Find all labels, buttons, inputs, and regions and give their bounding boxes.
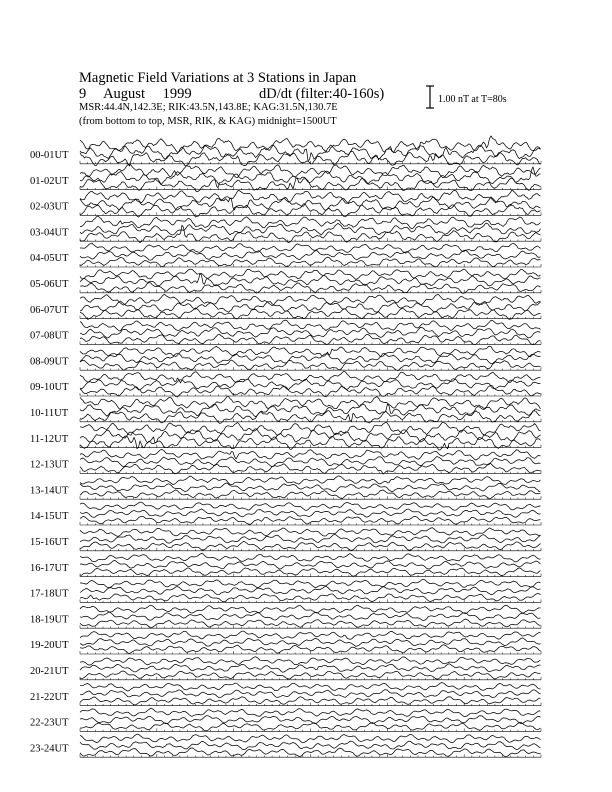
trace-rik — [80, 197, 541, 210]
panel-label: 04-05UT — [30, 253, 69, 265]
panel-label: 08-09UT — [30, 356, 69, 368]
trace-kag — [80, 216, 541, 229]
trace-rik — [80, 327, 541, 338]
scale-bar-label: 1.00 nT at T=80s — [438, 94, 507, 105]
trace-kag — [80, 269, 541, 279]
panel-label: 01-02UT — [30, 175, 69, 187]
panel-label: 02-03UT — [30, 201, 69, 213]
trace-rik — [80, 509, 541, 517]
trace-kag — [80, 371, 541, 383]
trace-kag — [80, 631, 541, 639]
panel-label: 20-21UT — [30, 666, 69, 677]
panel-label: 12-13UT — [30, 459, 69, 471]
trace-rik — [80, 690, 541, 698]
trace-kag — [80, 136, 541, 153]
panel-label: 07-08UT — [30, 330, 69, 342]
trace-rik — [80, 716, 541, 724]
trace-rik — [80, 612, 541, 620]
trace-order-note: (from bottom to top, MSR, RIK, & KAG) midnight=1500UT — [79, 116, 337, 127]
trace-rik — [80, 250, 541, 260]
station-coordinates: MSR:44.4N,142.3E; RIK:43.5N,143.8E; KAG:31.5N,130.7E — [79, 102, 338, 113]
panel-label: 16-17UT — [30, 562, 69, 574]
trace-rik — [80, 664, 541, 673]
trace-rik — [80, 586, 541, 595]
panel-label: 21-22UT — [30, 691, 69, 703]
panel-label: 09-10UT — [30, 382, 69, 394]
trace-kag — [80, 476, 541, 485]
trace-kag — [80, 346, 541, 357]
trace-kag — [80, 734, 541, 743]
trace-rik — [80, 483, 541, 492]
panel-label: 06-07UT — [30, 304, 69, 316]
panel-label: 19-20UT — [30, 640, 69, 652]
trace-rik — [80, 404, 541, 417]
trace-kag — [80, 528, 541, 537]
trace-kag — [80, 450, 541, 461]
panel-group — [30, 136, 541, 757]
trace-rik — [80, 561, 541, 570]
panel-label: 14-15UT — [30, 511, 69, 523]
trace-kag — [80, 708, 541, 716]
trace-kag — [80, 579, 541, 587]
trace-kag — [80, 165, 541, 178]
trace-kag — [80, 502, 541, 510]
chart-date: 9 August 1999 — [79, 86, 192, 102]
trace-rik — [80, 534, 541, 543]
trace-kag — [80, 657, 541, 665]
panel-label: 00-01UT — [30, 150, 69, 161]
trace-rik — [80, 741, 541, 749]
trace-kag — [80, 396, 541, 409]
trace-kag — [80, 243, 541, 253]
trace-kag — [80, 683, 541, 692]
panel-label: 13-14UT — [30, 485, 69, 497]
panel-label: 10-11UT — [30, 408, 69, 419]
trace-rik — [80, 456, 541, 466]
trace-rik — [80, 379, 541, 390]
panel-label: 03-04UT — [30, 227, 69, 239]
chart-component: dD/dt (filter:40-160s) — [259, 86, 385, 102]
trace-kag — [80, 605, 541, 614]
panel-label: 15-16UT — [30, 537, 69, 548]
trace-rik — [80, 638, 541, 647]
chart-title: Magnetic Field Variations at 3 Stations in Japan — [79, 70, 357, 86]
trace-kag — [80, 554, 541, 562]
panel-label: 17-18UT — [30, 588, 69, 600]
panel-label: 23-24UT — [30, 743, 69, 755]
panel-label: 05-06UT — [30, 279, 69, 290]
trace-kag — [80, 294, 541, 305]
panel-label: 11-12UT — [30, 433, 69, 445]
panel-label: 22-23UT — [30, 717, 69, 729]
panel-label: 18-19UT — [30, 614, 69, 626]
